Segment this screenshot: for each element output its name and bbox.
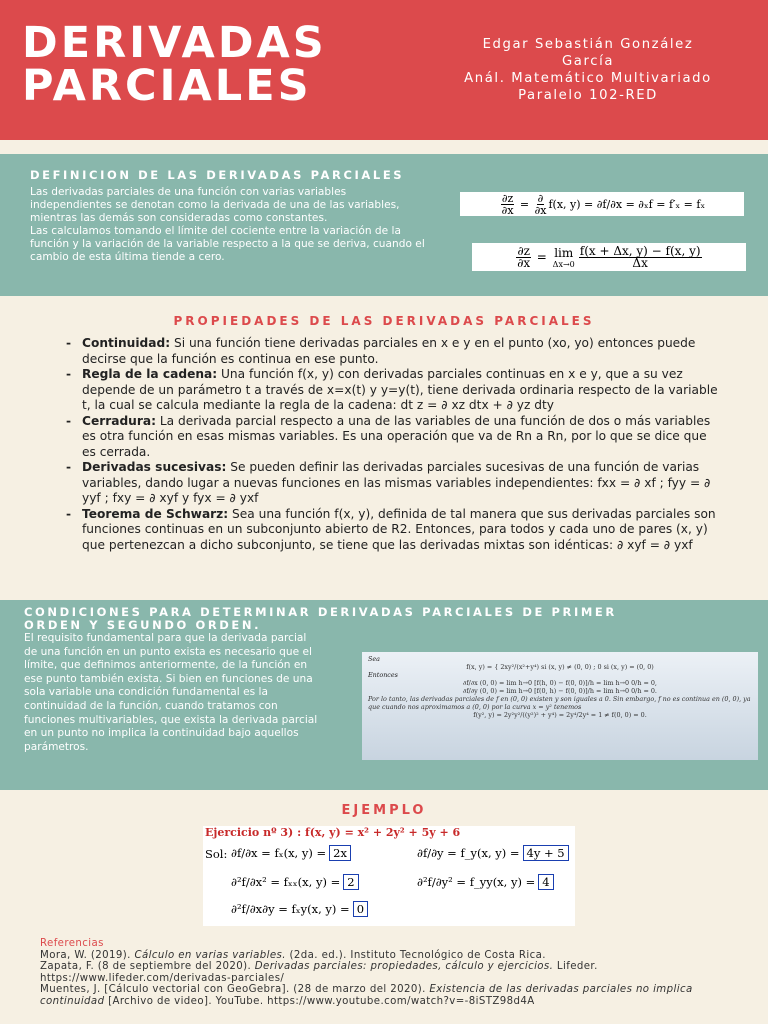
course-name: Anál. Matemático Multivariado (464, 71, 712, 86)
definition-paragraph-1: Las derivadas parciales de una función con varias variables independientes se denotan como la derivada de una de las variables, mientras las demás son consideradas como constantes. (30, 186, 400, 224)
fx-answer: 2x (329, 845, 351, 861)
property-key: Teorema de Schwarz: (82, 506, 229, 521)
notation-formula: $\frac{\partial z}{\partial x}$ = $\frac{\partial}{\partial x}$ f(x, y) = ∂f/∂x = ∂ₓf = f′ₓ = fₓ (460, 192, 744, 216)
exercise-statement: Ejercicio nº 3) : f(x, y) = x² + 2y² + 5y + 6 (205, 826, 461, 839)
references-title: Referencias (40, 938, 104, 949)
limit-formula: $\frac{\partial z}{\partial x}$ = lim Δx→0 $\frac{f(x + \Delta x, y) - f(x, y)}{\Delta x}$ (472, 243, 746, 271)
property-item (66, 507, 722, 554)
property-key: Derivadas sucesivas: (82, 460, 227, 474)
property-text: La derivada parcial respecto a una de las variables de una función de dos o más variables es otra función en esas mismas variables. Es una operación que va de Rn a Rn, por lo que se dice que es cerrada. (82, 413, 711, 459)
property-item (66, 414, 722, 461)
property-key: Continuidad: (82, 336, 171, 350)
property-item (66, 367, 722, 414)
fxx-lhs: ∂²f/∂x² = fₓₓ(x, y) = (231, 875, 341, 889)
header-banner (0, 0, 768, 140)
fyy-lhs: ∂²f/∂y² = f_yy(x, y) = (417, 875, 536, 889)
fyy-answer: 4 (538, 874, 553, 890)
fy-equation (417, 845, 569, 861)
lim-label: lim (554, 245, 574, 260)
divider-stripe (0, 140, 768, 154)
property-item (66, 460, 722, 507)
definition-title: DEFINICION DE LAS DERIVADAS PARCIALES (30, 168, 405, 182)
author-name-line-2: García (561, 54, 615, 69)
reference-2: Zapata, F. (8 de septiembre del 2020). Derivadas parciales: propiedades, cálculo y ejercicios. Lifeder. https://www.lifeder.com/derivadas-parciales/ (40, 961, 598, 984)
image-entonces-label: Entonces (368, 671, 398, 679)
difference-quotient (579, 243, 702, 270)
image-eq-y: ∂f/∂y (0, 0) = lim h→0 [f(0, h) − f(0, 0)]/h = lim h→0 0/h = 0. (463, 687, 657, 695)
properties-list (66, 336, 722, 553)
property-text: Sea una función f(x, y), definida de tal manera que sus derivadas parciales son funciones continuas en un subconjunto abierto de R2. Entonces, para todos y cada uno de pares (x, y) que pertenezcan a dicho subconjunto, se tiene que las derivadas mixtas son idénticas: ∂ xyf = ∂ yxf (82, 506, 716, 552)
image-sea-label: Sea (368, 655, 380, 663)
dz-dx-fraction-2: $\frac{\partial z}{\partial x}$ (517, 243, 531, 270)
definition-paragraph-2: Las calculamos tomando el límite del cociente entre la variación de la función y la variación de la variable respecto a la que se deriva, cuando el cambio de esta última tiende a cero. (30, 225, 425, 263)
image-definition-eq: f(x, y) = { 2xy²/(x²+y⁴) si (x, y) ≠ (0, 0) ; 0 si (x, y) = (0, 0) (466, 663, 654, 671)
title-line-1: DERIVADAS (22, 18, 327, 68)
dz-dx-fraction: $\frac{\partial z}{\partial x}$ (501, 191, 514, 217)
definition-text (30, 186, 430, 264)
fy-answer: 4y + 5 (523, 845, 569, 861)
property-text: Una función f(x, y) con derivadas parciales continuas en x e y, que a su vez depende de un parámetro t a través de x=x(t) y y=y(t), tiene derivada ordinaria respecto de la variable t, la cual se calcula mediante la regla de la cadena: dt z = ∂ xz dtx + ∂ yz dty (82, 367, 718, 412)
reference-3: Muentes, J. [Cálculo vectorial con GeoGebra]. (28 de marzo del 2020). Existencia de las derivadas parciales no implica continuidad [Archivo de video]. YouTube. https://www.youtube.com/watch?v=-8iSTZ98d4A (40, 984, 693, 1007)
image-text: Por lo tanto, las derivadas parciales de f en (0, 0) existen y son iguales a 0. Sin embargo, f no es continua en (0, 0), ya que cuando nos aproximamos a (0, 0) por la curva x = y² tenemos (368, 695, 751, 711)
properties-title: PROPIEDADES DE LAS DERIVADAS PARCIALES (173, 314, 595, 328)
quotient-denominator: Δx (632, 255, 648, 270)
fxx-answer: 2 (343, 874, 358, 890)
property-item (66, 336, 722, 367)
fy-lhs: ∂f/∂y = f_y(x, y) = (417, 846, 520, 860)
fx-equation (231, 845, 351, 861)
group-name: Paralelo 102-RED (518, 88, 658, 103)
property-text: Si una función tiene derivadas parciales en x e y en el punto (xo, yo) entonces puede decirse que la función es continua en ese punto. (82, 336, 696, 366)
conditions-text: El requisito fundamental para que la derivada parcial de una función en un punto exista es necesario que el límite, que definimos anteriormente, de la función en ese punto también exista. Si bien en funciones de una sola variable una condición fundamental es la continuidad de la función, cuando tratamos con funciones multivariables, que exista la derivada parcial en un punto no implica la continuidad bajo aquellos parámetros. (24, 632, 318, 753)
property-key: Regla de la cadena: (82, 367, 218, 381)
conditions-section (0, 600, 768, 790)
property-text: Se pueden definir las derivadas parciales sucesivas de una función de varias variables, dando lugar a nuevas funciones en las mismas variables independientes: fxx = ∂ xf ; fyy = ∂ yyf ; fxy = ∂ xyf y fyx = ∂ yxf (82, 460, 711, 505)
fxy-answer: 0 (353, 901, 368, 917)
poster-title (22, 18, 327, 111)
limit-operator (553, 246, 575, 269)
notation-formula-rest: f(x, y) = ∂f/∂x = ∂ₓf = f′ₓ = fₓ (548, 197, 706, 211)
fx-lhs: ∂f/∂x = fₓ(x, y) = (231, 846, 327, 860)
fxy-lhs: ∂²f/∂x∂y = fₓy(x, y) = (231, 902, 350, 916)
d-dx-fraction: $\frac{\partial}{\partial x}$ (534, 191, 547, 217)
example-image (203, 826, 575, 926)
image-eq-x: ∂f/∂x (0, 0) = lim h→0 [f(h, 0) − f(0, 0)]/h = lim h→0 0/h = 0, (463, 679, 657, 687)
example-title: EJEMPLO (341, 803, 427, 818)
fxx-equation (231, 874, 359, 890)
conditions-title: CONDICIONES PARA DETERMINAR DERIVADAS PARCIALES DE PRIMER ORDEN Y SEGUNDO ORDEN. (24, 605, 617, 632)
references (40, 938, 740, 1008)
reference-1: Mora, W. (2019). Cálculo en varias variables. (2da. ed.). Instituto Tecnológico de Costa Rica. (40, 949, 546, 961)
lim-subscript: Δx→0 (552, 259, 575, 269)
title-line-2: PARCIALES (22, 61, 312, 111)
fxy-equation (231, 901, 368, 917)
quotient-numerator: f(x + Δx, y) − f(x, y) (579, 243, 701, 258)
author-name-line-1: Edgar Sebastián González (482, 37, 694, 52)
fyy-equation (417, 874, 554, 890)
counterexample-image (362, 652, 758, 760)
solution-label: Sol: (205, 847, 228, 861)
definition-section (0, 154, 768, 296)
image-eq-last: f(y², y) = 2y²y²/((y²)² + y⁴) = 2y⁴/2y⁴ = 1 ≠ f(0, 0) = 0. (473, 711, 647, 719)
author-block (418, 36, 758, 104)
property-key: Cerradura: (82, 413, 156, 428)
